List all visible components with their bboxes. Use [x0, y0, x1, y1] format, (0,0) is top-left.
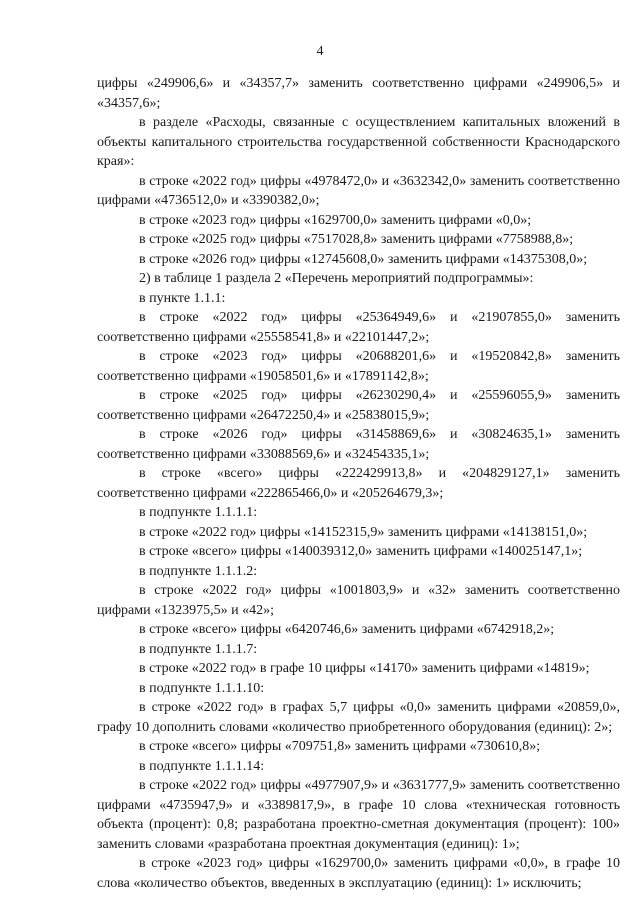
- document-body: [97, 74, 620, 893]
- paragraph: в строке «2023 год» цифры «20688201,6» и «19520842,8» заменить соответственно цифрами «19058501,6» и «17891142,8»;: [97, 349, 620, 384]
- paragraph: в строке «всего» цифры «222429913,8» и «204829127,1» заменить соответственно цифрами «222865466,0» и «205264679,3»;: [97, 466, 620, 501]
- paragraph: в подпункте 1.1.1.1:: [139, 505, 258, 520]
- page-number: 4: [316, 44, 324, 59]
- paragraph: в строке «всего» цифры «709751,8» заменить цифрами «730610,8»;: [139, 739, 541, 754]
- paragraph: в подпункте 1.1.1.7:: [139, 641, 258, 657]
- paragraph: в строке «2022 год» цифры «1001803,9» и «32» заменить соответственно цифрами «1323975,5» и «42»;: [97, 583, 620, 618]
- paragraph: в подпункте 1.1.1.14:: [139, 758, 265, 774]
- paragraph: в строке «2025 год» цифры «7517028,8» заменить цифрами «7758988,8»;: [139, 232, 574, 247]
- paragraph: в пункте 1.1.1:: [139, 290, 226, 306]
- paragraph: в строке «2022 год» в графе 10 цифры «14170» заменить цифрами «14819»;: [139, 661, 590, 676]
- paragraph: цифры «249906,6» и «34357,7» заменить соответственно цифрами «249906,5» и «34357,6»;: [97, 76, 620, 111]
- paragraph: в строке «всего» цифры «140039312,0» заменить цифрами «140025147,1»;: [139, 544, 583, 559]
- paragraph: в разделе «Расходы, связанные с осуществлением капитальных вложений в объекты капитального строительства государственной собственности Краснодарского края»:: [97, 115, 620, 169]
- paragraph: в строке «2023 год» цифры «1629700,0» заменить цифрами «0,0»;: [139, 212, 532, 228]
- paragraph: в строке «2026 год» цифры «31458869,6» и «30824635,1» заменить соответственно цифрами «33088569,6» и «32454335,1»;: [97, 427, 620, 462]
- paragraph: в строке «всего» цифры «6420746,6» заменить цифрами «6742918,2»;: [139, 622, 555, 637]
- paragraph: в строке «2026 год» цифры «12745608,0» заменить цифрами «14375308,0»;: [139, 251, 588, 267]
- paragraph: в строке «2022 год» цифры «14152315,9» заменить цифрами «14138151,0»;: [139, 524, 588, 540]
- paragraph: в строке «2022 год» в графах 5,7 цифры «0,0» заменить цифрами «20859,0», графу 10 дополнить словами «количество приобретенного оборудования (единиц): 2»;: [97, 700, 620, 735]
- paragraph: в строке «2022 год» цифры «25364949,6» и «21907855,0» заменить соответственно цифрами «25558541,8» и «22101447,2»;: [97, 310, 620, 345]
- paragraph: в подпункте 1.1.1.10:: [139, 680, 265, 696]
- paragraph: в подпункте 1.1.1.2:: [139, 563, 258, 579]
- paragraph: в строке «2022 год» цифры «4977907,9» и «3631777,9» заменить соответственно цифрами «4735947,9» и «3389817,9», в графе 10 слова «техническая готовность объекта (процент): 0,8; разработана проектно-сметная документация (процент): 100» заменить словами «разработана проектная документация (единиц): 1»;: [97, 778, 620, 852]
- paragraph: в строке «2023 год» цифры «1629700,0» заменить цифрами «0,0», в графе 10 слова «количество объектов, введенных в эксплуатацию (единиц): 1» исключить;: [97, 856, 620, 891]
- paragraph: 2) в таблице 1 раздела 2 «Перечень мероприятий подпрограммы»:: [139, 271, 534, 286]
- paragraph: в строке «2025 год» цифры «26230290,4» и «25596055,9» заменить соответственно цифрами «26472250,4» и «25838015,9»;: [97, 388, 620, 423]
- paragraph: в строке «2022 год» цифры «4978472,0» и «3632342,0» заменить соответственно цифрами «4736512,0» и «3390382,0»;: [97, 173, 620, 208]
